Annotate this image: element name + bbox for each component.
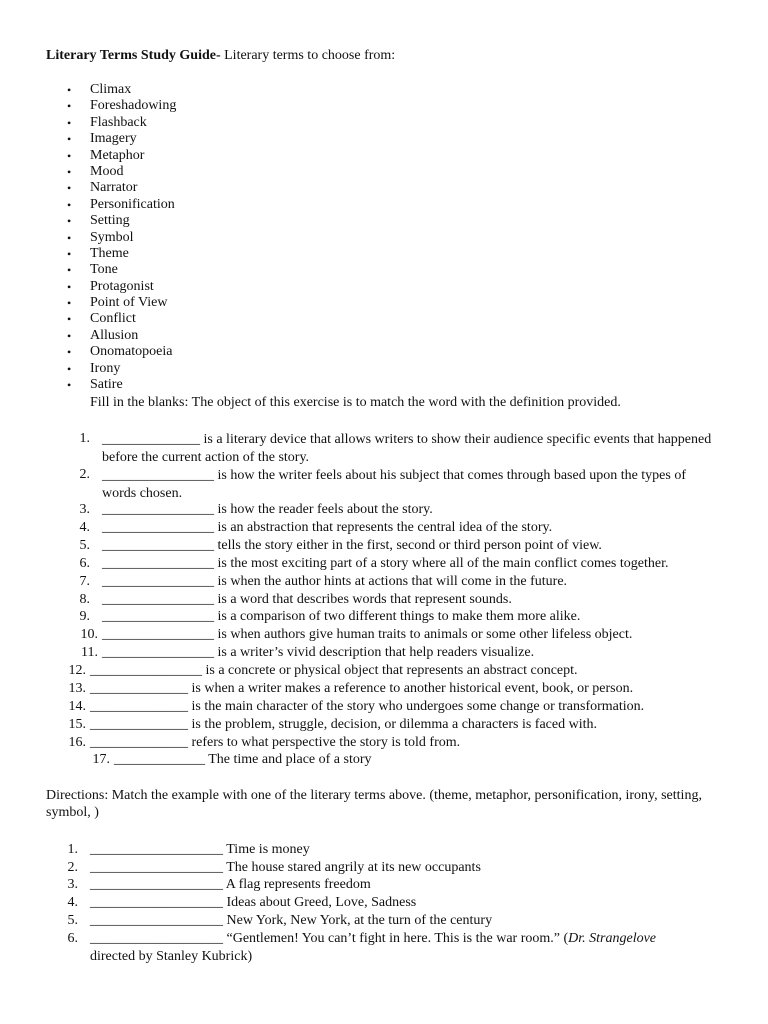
term-text: Mood (90, 163, 124, 179)
bullet-icon: • (67, 197, 72, 212)
list-item (0, 230, 768, 246)
term-text: Narrator (90, 180, 138, 196)
list-item (0, 148, 768, 164)
question-text: ________________ is how the reader feels about the story. (102, 502, 433, 517)
question-number: 16. (68, 735, 86, 750)
question-text: ________________ is how the writer feels about his subject that comes through based upon the types of words chosen. (102, 468, 687, 501)
term-text: Satire (90, 377, 123, 393)
bullet-icon: • (67, 115, 72, 130)
question-text: ______________ is a literary device that allows writers to show their audience specific events that happened before the current action of the story. (102, 432, 712, 465)
question-number: 5. (79, 538, 90, 553)
question-number: 6. (79, 556, 90, 571)
list-item (0, 164, 768, 180)
question-number: 8. (79, 592, 90, 607)
list-item (0, 115, 768, 131)
instructions-text: Fill in the blanks: The object of this exercise is to match the word with the definition provided. (90, 395, 621, 410)
list-item (0, 98, 768, 114)
question-text: ________________ is the most exciting part of a story where all of the main conflict comes together. (102, 556, 669, 571)
question-number: 1. (79, 431, 90, 446)
list-item (0, 180, 768, 196)
example-number: 5. (67, 913, 78, 928)
question-number: 2. (79, 467, 90, 482)
bullet-icon: • (67, 312, 72, 327)
example-text: ___________________ A flag represents freedom (90, 877, 371, 892)
bullet-icon: • (67, 279, 72, 294)
example-text-continued: directed by Stanley Kubrick) (90, 949, 253, 964)
term-text: Imagery (90, 131, 137, 147)
question-number: 3. (79, 502, 90, 517)
term-text: Climax (90, 82, 132, 97)
page-title-bold: Literary Terms Study Guide- (46, 48, 221, 63)
question-number: 9. (79, 609, 90, 624)
bullet-icon: • (67, 230, 72, 245)
question-number: 13. (68, 681, 86, 696)
question-number: 4. (79, 520, 90, 535)
list-item (0, 377, 768, 393)
question-text-part: ________________ is a writer’s vivid description that help readers visualize. (102, 645, 535, 660)
bullet-icon: • (67, 296, 72, 311)
example-text: ___________________ Ideas about Greed, Love, Sadness (90, 895, 417, 910)
term-text: Foreshadowing (90, 98, 177, 114)
question-text: ______________ is when a writer makes a reference to another historical event, book, or person. (90, 681, 634, 696)
term-text: Flashback (90, 114, 147, 130)
list-item (0, 82, 768, 98)
bullet-icon: • (67, 148, 72, 163)
bullet-icon: • (67, 99, 72, 114)
page-title-rest: Literary terms to choose from: (220, 48, 396, 63)
term-text: Point of View (90, 295, 168, 311)
question-text: ________________ is when authors give human traits to animals or some other lifeless object. (102, 627, 633, 642)
question-text: ________________ is a comparison of two different things to make them more alike. (102, 609, 581, 624)
list-item (0, 262, 768, 278)
list-item (0, 311, 768, 327)
question-text: ______________ is the main character of the story who undergoes some change or transformation. (90, 699, 645, 714)
terms-list (0, 82, 768, 393)
question-number: 7. (79, 574, 90, 589)
list-item (0, 131, 768, 147)
term-text: Symbol (90, 229, 134, 245)
bullet-icon: • (67, 378, 72, 393)
question-text: ________________ is a word that describes words that represent sounds. (102, 592, 512, 607)
question-text: ________________ tells the story either in the first, second or third person point of view. (102, 538, 602, 553)
bullet-icon: • (67, 181, 72, 196)
term-text: Metaphor (90, 147, 145, 163)
example-text-part: ___________________ “Gentlemen! You can’t fight in here. This is the war room.” ( (90, 931, 569, 946)
term-text: Allusion (90, 327, 139, 343)
term-text: Theme (90, 245, 129, 261)
question-text: ________________ is when the author hints at actions that will come in the future. (102, 574, 568, 589)
example-number: 2. (67, 860, 78, 875)
question-number: 12. (68, 663, 86, 678)
bullet-icon: • (67, 263, 72, 278)
term-text: Conflict (90, 311, 136, 327)
list-item (0, 328, 768, 344)
list-item (0, 213, 768, 229)
list-item (0, 361, 768, 377)
example-number: 1. (67, 842, 78, 857)
term-text: Personification (90, 196, 175, 212)
question-text: ________________ is an abstraction that represents the central idea of the story. (102, 520, 553, 535)
question-number: 15. (68, 717, 86, 732)
question-text: ______________ is the problem, struggle, decision, or dilemma a characters is faced with. (90, 717, 597, 732)
term-text: Onomatopoeia (90, 344, 173, 360)
bullet-icon: • (67, 132, 72, 147)
list-item (0, 279, 768, 295)
example-number: 4. (67, 895, 78, 910)
list-item (0, 197, 768, 213)
question-text: ______________ refers to what perspective the story is told from. (90, 735, 461, 750)
film-title: Dr. Strangelove (568, 931, 657, 946)
example-text: ___________________ Time is money (90, 842, 310, 857)
bullet-icon: • (67, 361, 72, 376)
term-text: Protagonist (90, 278, 154, 294)
list-item (0, 246, 768, 262)
list-item (0, 295, 768, 311)
example-text: ___________________ New York, New York, at the turn of the century (90, 913, 493, 928)
page-title (46, 48, 395, 65)
question-number: 14. (68, 699, 86, 714)
term-text: Tone (90, 262, 118, 278)
bullet-icon: • (67, 164, 72, 179)
question-number: 17. (92, 752, 110, 767)
bullet-icon: • (67, 328, 72, 343)
example-number: 6. (67, 931, 78, 946)
example-text: ___________________ The house stared angrily at its new occupants (90, 860, 481, 875)
question-number: 10. (80, 627, 98, 642)
question-text: ________________ is a concrete or physical object that represents an abstract concept. (90, 663, 578, 678)
question-number: 11. (81, 645, 98, 660)
question-text (102, 645, 534, 662)
bullet-icon: • (67, 83, 72, 97)
question-text: _____________ The time and place of a story (114, 752, 372, 767)
bullet-icon: • (67, 214, 72, 229)
example-text (90, 931, 656, 948)
list-item (0, 344, 768, 360)
bullet-icon: • (67, 345, 72, 360)
example-number: 3. (67, 877, 78, 892)
bullet-icon: • (67, 246, 72, 261)
term-text: Setting (90, 213, 130, 229)
directions-text: Directions: Match the example with one of the literary terms above. (theme, metaphor, personification, irony, setting, symbol, ) (46, 788, 702, 820)
term-text: Irony (90, 360, 121, 376)
